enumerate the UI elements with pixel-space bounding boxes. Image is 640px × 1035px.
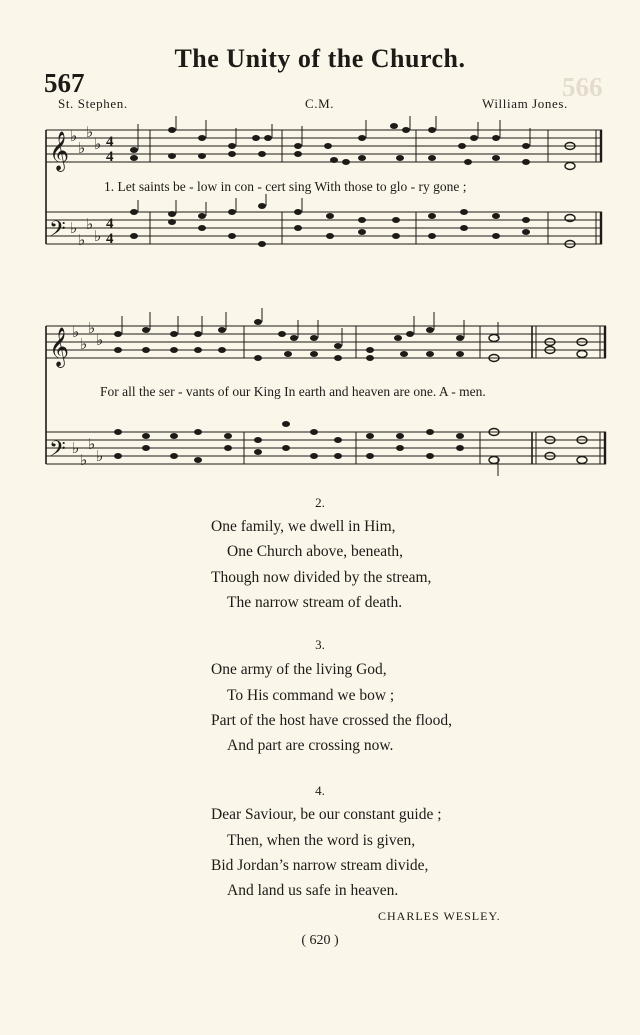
verse-line: And land us safe in heaven. — [227, 882, 399, 899]
hymn-number: 567 — [44, 68, 85, 98]
svg-text:♭: ♭ — [94, 135, 102, 153]
note-stems — [122, 116, 530, 476]
svg-text:4: 4 — [106, 216, 114, 232]
svg-text:♭: ♭ — [94, 227, 102, 245]
bass-clef-1: 𝄢 — [49, 217, 66, 247]
composer: William Jones. — [482, 96, 568, 111]
meter: C.M. — [305, 96, 335, 111]
svg-text:♭: ♭ — [78, 139, 86, 157]
verse-number: 3. — [315, 637, 325, 652]
verse-number: 4. — [315, 783, 325, 798]
treble-clef-2: 𝄞 — [49, 327, 70, 367]
notes-bass-system-2 — [114, 421, 587, 464]
verse-line: One army of the living God, — [211, 661, 387, 678]
svg-text:♭: ♭ — [96, 447, 104, 465]
svg-text:4: 4 — [106, 149, 114, 165]
tune-name: St. Stephen. — [58, 96, 128, 111]
notes-system-2 — [114, 319, 587, 362]
svg-text:4: 4 — [106, 231, 114, 247]
svg-text:♭: ♭ — [70, 219, 78, 237]
staff-treble-system-2 — [46, 326, 606, 358]
svg-text:♭: ♭ — [80, 451, 88, 469]
staff-bass-system-1 — [46, 212, 602, 244]
lyrics-line-2: For all the ser - vants of our King In earth and heaven are one. A - men. — [100, 384, 486, 399]
svg-text:♭: ♭ — [72, 439, 80, 457]
svg-text:♭: ♭ — [78, 231, 86, 249]
verse-line: Part of the host have crossed the flood, — [211, 712, 453, 729]
bass-clef-2: 𝄢 — [49, 437, 66, 467]
verse-line: Bid Jordan’s narrow stream divide, — [211, 857, 429, 874]
verse-line: The narrow stream of death. — [227, 594, 403, 611]
notes-bass-system-1 — [130, 203, 575, 248]
verse-number: 2. — [315, 495, 325, 510]
verse-line: One family, we dwell in Him, — [211, 518, 396, 535]
staff-bass-system-2 — [46, 432, 606, 464]
svg-text:♭: ♭ — [96, 331, 104, 349]
svg-text:♭: ♭ — [86, 123, 94, 141]
verse-line: One Church above, beneath, — [227, 543, 404, 560]
svg-text:♭: ♭ — [80, 335, 88, 353]
verse-line: And part are crossing now. — [227, 737, 394, 754]
treble-clef-1: 𝄞 — [49, 131, 70, 171]
verse-line: Though now divided by the stream, — [211, 569, 432, 586]
svg-text:♭: ♭ — [72, 323, 80, 341]
svg-text:♭: ♭ — [88, 319, 96, 337]
bleed-through-hymn-number: 566 — [562, 72, 603, 102]
hymn-title: The Unity of the Church. — [174, 44, 466, 73]
verse-line: Dear Saviour, be our constant guide ; — [211, 806, 442, 823]
author-credit: CHARLES WESLEY. — [378, 909, 501, 923]
verse-line: Then, when the word is given, — [227, 832, 416, 849]
music-score — [0, 0, 640, 500]
key-signature-flats — [70, 123, 103, 469]
svg-text:♭: ♭ — [70, 127, 78, 145]
verse-line: To His command we bow ; — [227, 687, 395, 704]
svg-text:♭: ♭ — [86, 215, 94, 233]
svg-text:♭: ♭ — [88, 435, 96, 453]
page-number: ( 620 ) — [301, 933, 339, 948]
svg-text:4: 4 — [106, 134, 114, 150]
lyrics-line-1: 1. Let saints be - low in con - cert sing With those to glo - ry gone ; — [104, 179, 467, 194]
